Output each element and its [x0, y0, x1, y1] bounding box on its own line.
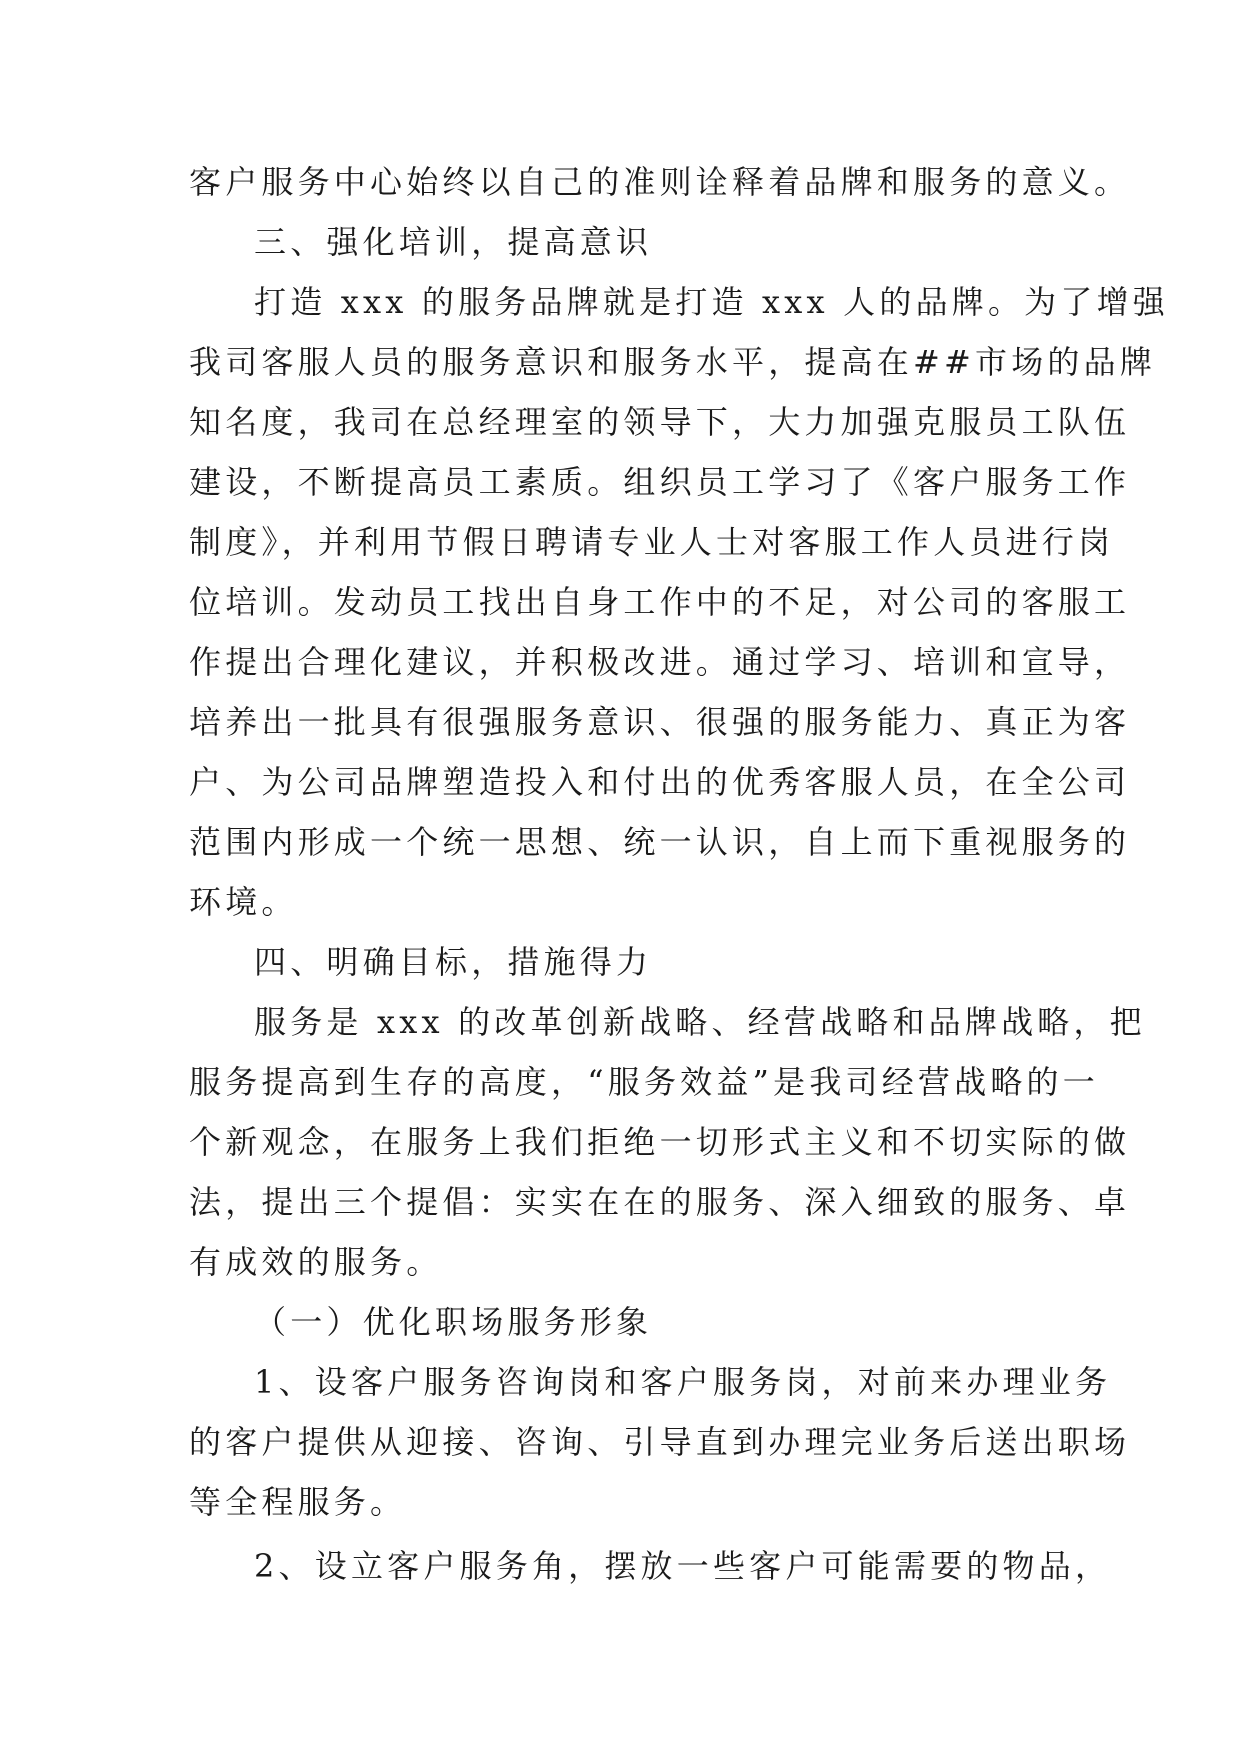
body-line: 1、设客户服务咨询岗和客户服务岗，对前来办理业务 — [254, 1363, 1112, 1401]
body-line: 环境。 — [189, 883, 298, 921]
body-line: 个新观念，在服务上我们拒绝一切形式主义和不切实际的做 — [189, 1123, 1131, 1161]
body-line: 打造 xxx 的服务品牌就是打造 xxx 人的品牌。为了增强 — [254, 283, 1169, 321]
body-line: 的客户提供从迎接、咨询、引导直到办理完业务后送出职场 — [189, 1423, 1131, 1461]
body-line: 等全程服务。 — [189, 1483, 407, 1521]
body-line: 培养出一批具有很强服务意识、很强的服务能力、真正为客 — [189, 703, 1131, 741]
subsection-heading: （一）优化职场服务形象 — [254, 1303, 653, 1341]
body-line: 客户服务中心始终以自己的准则诠释着品牌和服务的意义。 — [189, 163, 1131, 201]
body-line: 服务提高到生存的高度，“服务效益”是我司经营战略的一 — [189, 1063, 1099, 1101]
body-line: 作提出合理化建议，并积极改进。通过学习、培训和宣导， — [189, 643, 1131, 681]
body-line: 服务是 xxx 的改革创新战略、经营战略和品牌战略，把 — [254, 1003, 1146, 1041]
body-line: 知名度，我司在总经理室的领导下，大力加强克服员工队伍 — [189, 403, 1131, 441]
body-line: 位培训。发动员工找出自身工作中的不足，对公司的客服工 — [189, 583, 1131, 621]
body-line: 制度》，并利用节假日聘请专业人士对客服工作人员进行岗 — [189, 523, 1115, 561]
body-line: 有成效的服务。 — [189, 1243, 443, 1281]
body-line: 范围内形成一个统一思想、统一认识，自上而下重视服务的 — [189, 823, 1131, 861]
body-line: 法，提出三个提倡：实实在在的服务、深入细致的服务、卓 — [189, 1183, 1131, 1221]
body-line: 建设，不断提高员工素质。组织员工学习了《客户服务工作 — [189, 463, 1131, 501]
section-heading: 四、明确目标，措施得力 — [254, 943, 653, 981]
body-line: 户、为公司品牌塑造投入和付出的优秀客服人员，在全公司 — [189, 763, 1131, 801]
section-heading: 三、强化培训，提高意识 — [254, 223, 653, 261]
body-line: 2、设立客户服务角，摆放一些客户可能需要的物品， — [254, 1547, 1112, 1585]
body-line: 我司客服人员的服务意识和服务水平，提高在##市场的品牌 — [189, 343, 1157, 381]
